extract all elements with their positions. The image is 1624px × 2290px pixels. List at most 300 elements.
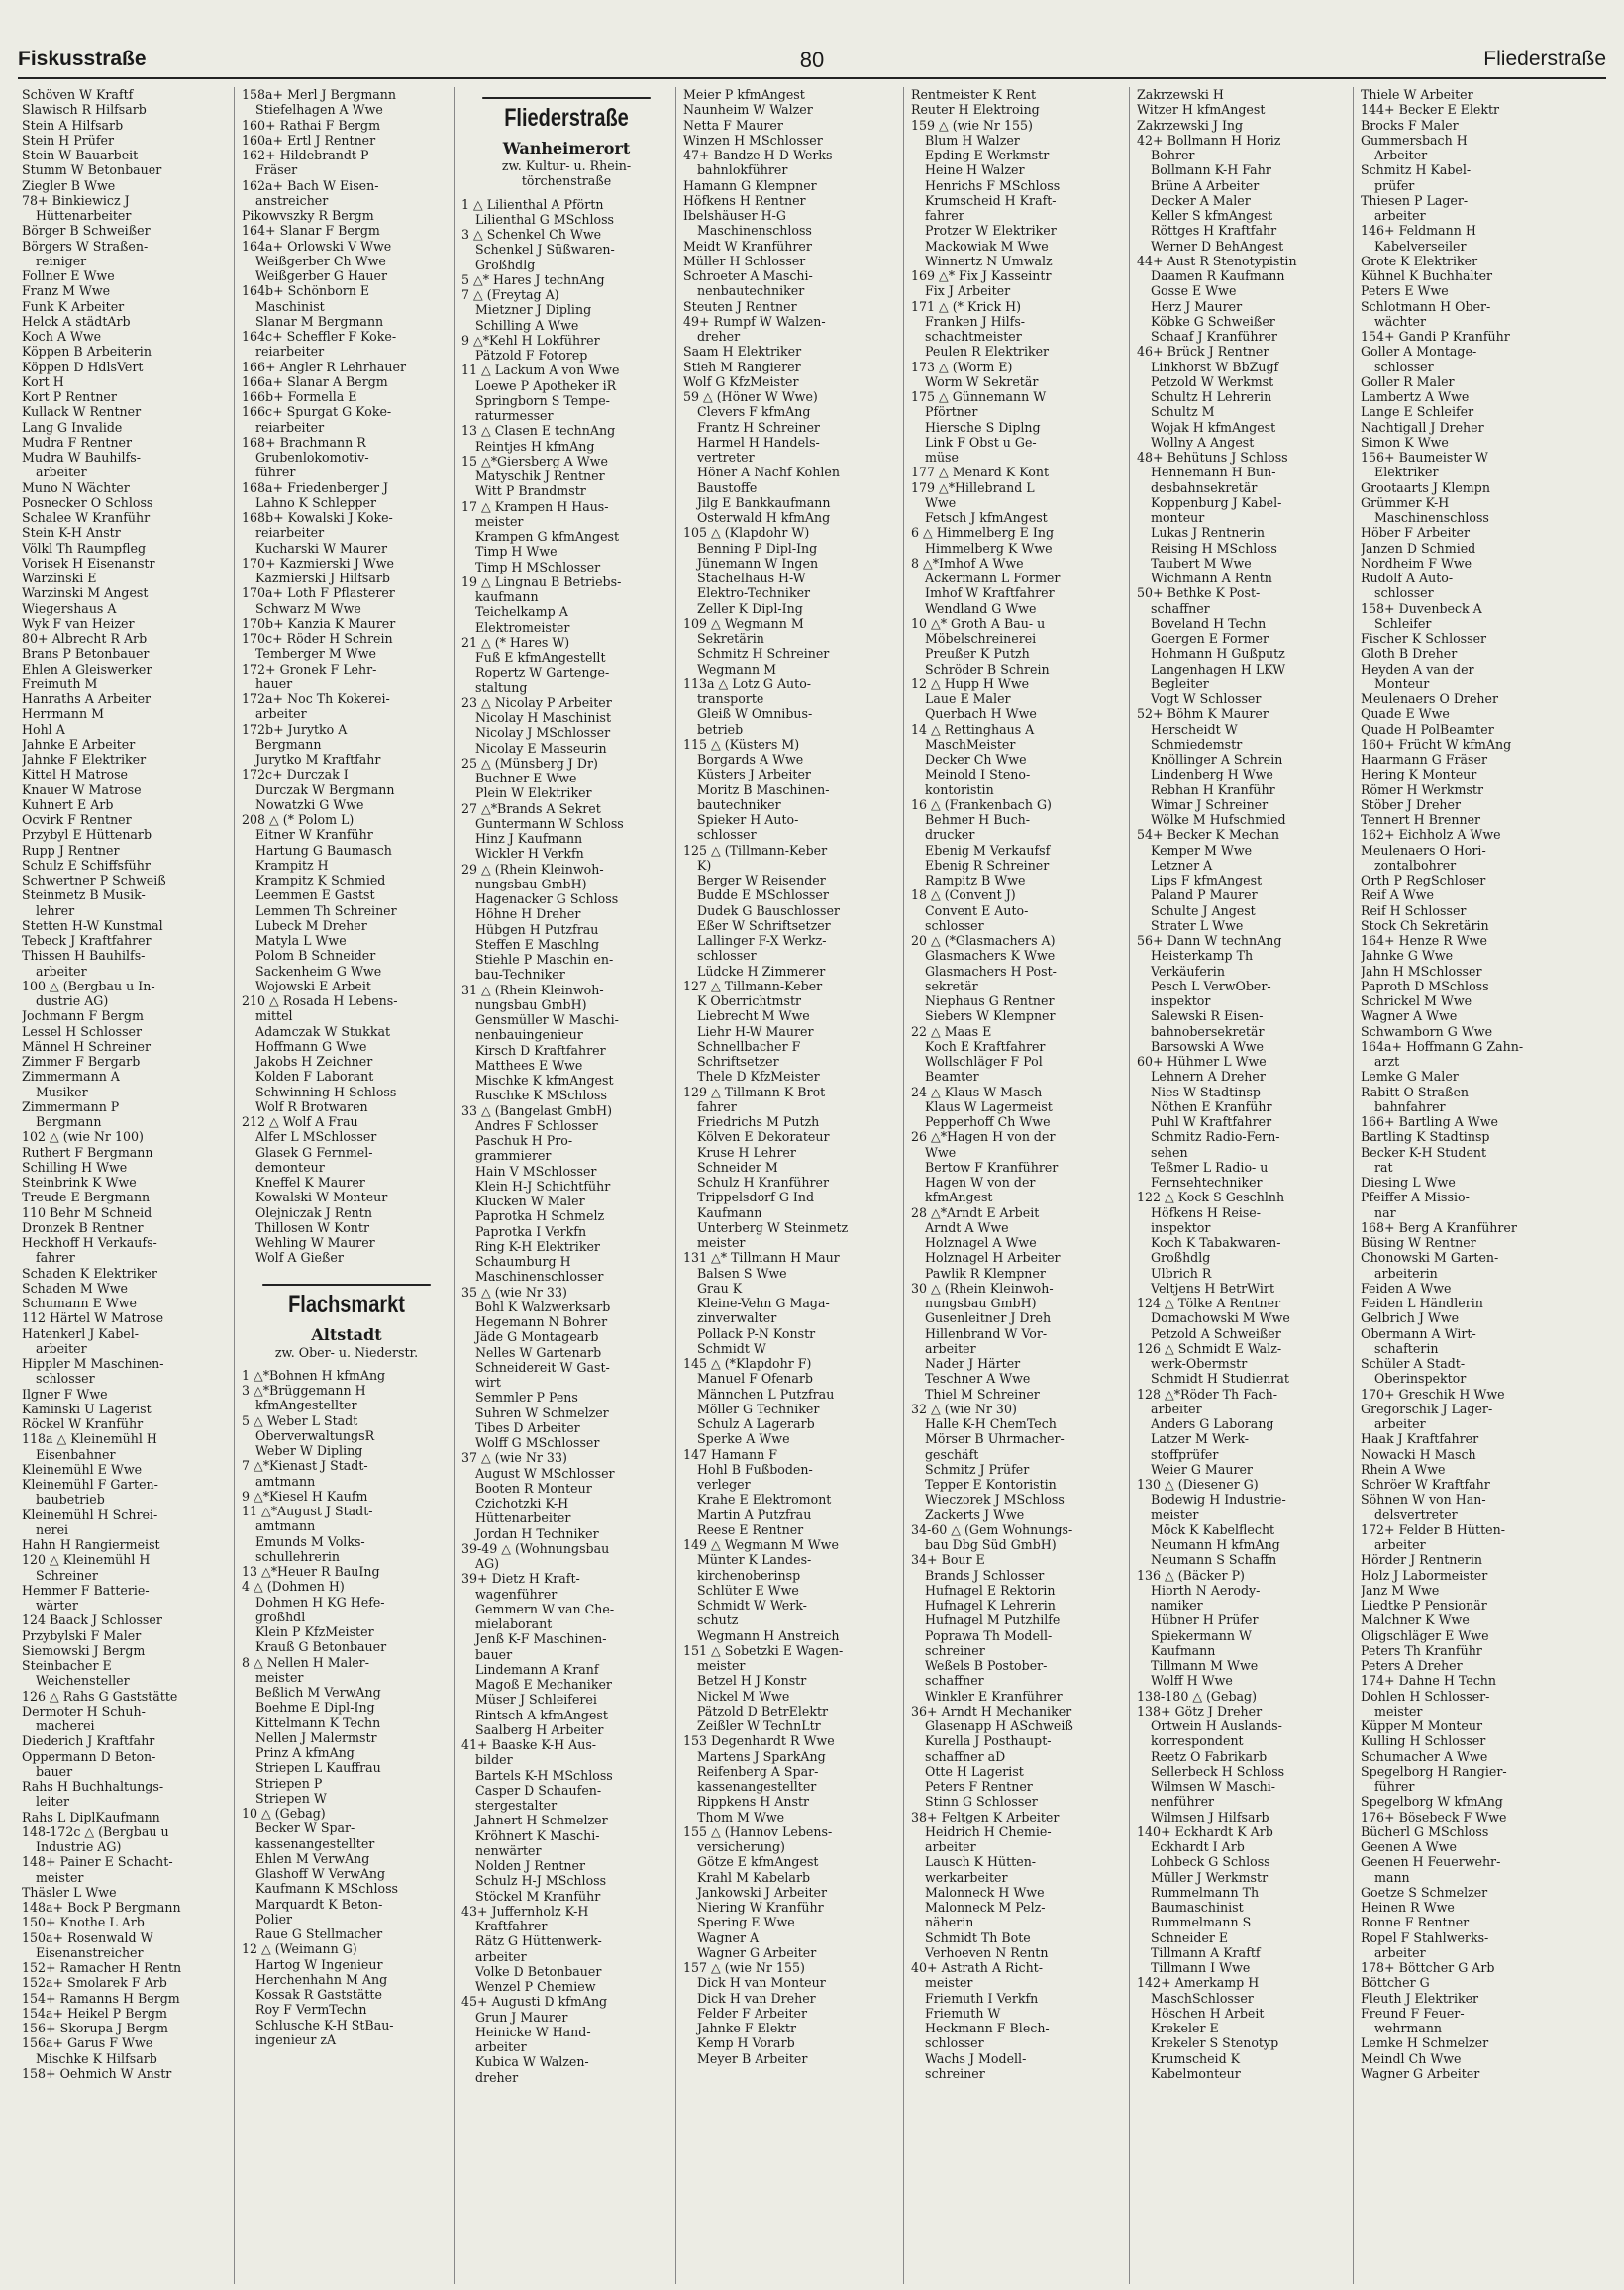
directory-entry-continuation: Lemmen Th Schreiner [255,902,397,918]
directory-entry-continuation: Martin A Putzfrau [697,1507,812,1522]
directory-entry-continuation: Musiker [36,1084,88,1099]
directory-entry-continuation: Trippelsdorf G Ind [697,1190,815,1205]
directory-entry-continuation: Borgards A Wwe [697,752,804,767]
directory-entry-continuation: Wagner A [697,1929,760,1945]
directory-entry-continuation: stoffprüfer [1151,1446,1219,1462]
directory-entry-continuation: Teßmer L Radio- u [1151,1159,1269,1175]
directory-entry: 24 △ Klaus W Masch [911,1084,1043,1099]
directory-entry-continuation: Temberger M Wwe [255,646,376,662]
directory-entry-continuation: Ebenig M Verkaufsf [925,842,1051,858]
directory-entry: 164+ Henze R Wwe [1361,933,1487,948]
directory-entry-continuation: Liehr H-W Maurer [697,1023,814,1039]
directory-entry-continuation: staltung [475,679,528,695]
directory-entry: Pfeiffer A Missio- [1361,1190,1470,1205]
directory-entry: 118a △ Kleinemühl H [22,1431,157,1447]
directory-entry: Zakrzewski J Ing [1137,117,1244,133]
directory-entry-continuation: werkarbeiter [925,1869,1008,1885]
directory-entry-continuation: schlosser [697,948,757,964]
directory-entry: 35 △ (wie Nr 33) [461,1284,567,1300]
directory-entry-continuation: Münter K Landes- [697,1552,812,1568]
directory-entry: 41+ Baaske K-H Aus- [461,1737,597,1752]
directory-entry: 28 △*Arndt E Arbeit [911,1204,1040,1220]
directory-entry-continuation: Otte H Lagerist [925,1763,1024,1779]
directory-entry-continuation: Krampen G kfmAngest [475,529,620,544]
directory-entry: 3 △ Schenkel Ch Wwe [461,227,602,242]
directory-entry-continuation: Reintjes H kfmAng [475,438,595,454]
directory-entry: 27 △*Brands A Sekret [461,800,601,816]
directory-entry: 1 △*Bohnen H kfmAng [242,1367,386,1383]
directory-entry: Reuter H Elektroing [911,102,1040,118]
directory-entry-continuation: Begleiter [1151,676,1209,691]
directory-entry-continuation: Bohrer [1151,148,1195,162]
directory-entry-continuation: Goergen E Former [1151,631,1269,646]
directory-entry-continuation: Schmitz J Prüfer [925,1461,1030,1477]
directory-entry-continuation: Hiorth N Aerody- [1151,1582,1261,1598]
directory-entry: Nowacki H Masch [1361,1446,1476,1462]
directory-entry: Stein H Prüfer [22,132,115,148]
directory-entry-continuation: Eckhardt I Arb [1151,1839,1245,1854]
directory-entry: Hahn H Rangiermeist [22,1537,160,1552]
column-divider [1353,87,1354,2284]
directory-entry-continuation: Großhdlg [475,257,536,272]
directory-entry-continuation: Kucharski W Maurer [255,540,388,556]
directory-entry: Malchner K Wwe [1361,1613,1470,1628]
directory-entry-continuation: Höschen H Arbeit [1151,2005,1265,2021]
directory-entry: 18 △ (Convent J) [911,887,1016,903]
directory-entry: Winzen H MSchlosser [683,132,823,148]
directory-entry: 155 △ (Hannov Lebens- [683,1823,833,1839]
directory-entry: Saam H Elektriker [683,344,802,360]
directory-entry-continuation: versicherung) [697,1839,785,1854]
directory-entry-continuation: Eisenanstreicher [36,1944,144,1960]
directory-entry-continuation: MaschSchlosser [1151,1990,1254,2006]
directory-entry-continuation: Czichotzki K-H [475,1496,569,1510]
directory-entry-continuation: leiter [36,1794,70,1810]
directory-entry: 34-60 △ (Gem Wohnungs- [911,1521,1073,1537]
directory-entry-continuation: Wickler H Verkfn [475,846,584,862]
directory-entry: 172a+ Noc Th Kokerei- [242,691,390,706]
directory-entry: 151 △ Sobetzki E Wagen- [683,1642,844,1658]
directory-entry: 33 △ (Bangelast GmbH) [461,1102,613,1118]
directory-entry-continuation: Hufnagel K Lehrerin [925,1598,1056,1613]
directory-entry-continuation: Hartog W Ingenieur [255,1956,383,1972]
directory-entry-continuation: Schmidt W [697,1340,766,1356]
directory-entry-continuation: Schulte J Angest [1151,902,1256,918]
directory-entry-continuation: Rätz G Hüttenwerk- [475,1933,602,1949]
directory-entry: Jahn H MSchlosser [1361,963,1482,979]
directory-entry: Männel H Schreiner [22,1038,151,1054]
directory-entry-continuation: Hiersche S Diplng [925,419,1041,435]
directory-entry: Kleinemühl E Wwe [22,1461,143,1477]
directory-entry-continuation: demonteur [255,1159,325,1175]
directory-entry: 105 △ (Klapdohr W) [683,525,810,541]
directory-entry: 13 △ Clasen E technAng [461,423,616,439]
directory-entry: 29 △ (Rhein Kleinwoh- [461,861,604,877]
directory-entry-continuation: Prinz A kfmAng [255,1745,355,1760]
directory-entry: 12 △ Hupp H Wwe [911,676,1030,691]
directory-entry-continuation: Suhren W Schmelzer [475,1405,609,1420]
directory-entry-continuation: reiniger [36,253,87,268]
directory-entry-continuation: inspektor [1151,1219,1211,1235]
directory-entry: 17 △ Krampen H Haus- [461,498,609,514]
directory-entry: 124 △ Tölke A Rentner [1137,1296,1281,1310]
directory-entry: 15 △*Giersberg A Wwe [461,453,608,468]
directory-entry: Stock Ch Sekretärin [1361,917,1489,933]
directory-entry: Heckhoff H Verkaufs- [22,1235,157,1250]
directory-column-2 [242,87,452,2284]
directory-entry-continuation: anstreicher [255,192,329,208]
directory-entry-continuation: Müser J Schleiferei [475,1692,597,1708]
directory-entry: Mudra W Bauhilfs- [22,450,141,465]
directory-entry-continuation: Kubica W Walzen- [475,2054,589,2070]
directory-entry-continuation: Bartels K-H MSchloss [475,1767,613,1783]
directory-entry-continuation: Krekeler E [1151,2021,1219,2035]
directory-entry: 144+ Becker E Elektr [1361,102,1500,118]
directory-entry: 156a+ Garus F Wwe [22,2035,153,2051]
directory-entry-continuation: Holznagel H Arbeiter [925,1250,1061,1266]
directory-entry-continuation: kirchenoberinsp [697,1567,801,1583]
directory-entry-continuation: bahnobersekretär [1151,1023,1265,1039]
directory-entry-continuation: reiarbeiter [255,525,325,541]
directory-entry-continuation: Rummelmann S [1151,1915,1252,1930]
directory-entry-continuation: Kölven E Dekorateur [697,1129,830,1145]
directory-entry-continuation: Lukas J Rentnerin [1151,525,1265,541]
directory-entry-continuation: Anders G Laborang [1151,1416,1274,1431]
directory-entry: Gummersbach H [1361,132,1468,148]
directory-entry-continuation: Kaufmann [1151,1642,1216,1658]
directory-entry: 23 △ Nicolay P Arbeiter [461,694,612,710]
directory-entry-continuation: Winkler E Kranführer [925,1688,1063,1704]
directory-entry-continuation: schreiner [925,2065,985,2081]
directory-entry: Chonowski M Garten- [1361,1250,1499,1266]
directory-entry-continuation: wirt [475,1375,501,1390]
directory-entry-continuation: Paprotka I Verkfn [475,1223,587,1239]
column-divider [454,87,455,2284]
directory-entry-continuation: Lips F kfmAngest [1151,873,1263,887]
directory-entry-continuation: schreiner [925,1642,985,1658]
directory-entry: Freimuth M [22,676,98,691]
directory-entry: Oppermann D Beton- [22,1748,156,1764]
directory-entry-continuation: Maschinist [255,298,325,314]
directory-entry: 39+ Dietz H Kraft- [461,1571,580,1587]
directory-entry: 156+ Skorupa J Bergm [22,2021,168,2035]
directory-entry-continuation: kfmAngestellter [255,1398,357,1413]
directory-entry: 170c+ Röder H Schrein [242,631,393,646]
directory-entry-continuation: vertreter [697,450,755,465]
directory-entry: Nordheim F Wwe [1361,555,1472,571]
directory-column-7 [1361,87,1571,2284]
directory-entry-continuation: Ring K-H Elektriker [475,1238,600,1254]
directory-entry-continuation: kassenangestellter [255,1835,375,1851]
directory-entry-continuation: amtmann [255,1473,316,1489]
directory-entry: Gloth B Dreher [1361,646,1458,662]
directory-entry-continuation: Wehling W Maurer [255,1235,375,1250]
directory-entry-continuation: inspektor [1151,993,1211,1008]
directory-entry: 158+ Oehmich W Anstr [22,2065,172,2081]
running-head-left: Fiskusstraße [18,48,147,70]
directory-entry: 166c+ Spurgat G Koke- [242,404,392,420]
directory-entry-continuation: Adamczak W Stukkat [255,1023,391,1039]
running-head-right: Fliederstraße [1483,48,1606,70]
directory-entry: Bücherl G MSchloss [1361,1823,1489,1839]
directory-entry: 177 △ Menard K Kont [911,465,1050,480]
directory-entry: 115 △ (Küsters M) [683,736,800,752]
directory-entry: 11 △*August J Stadt- [242,1504,373,1518]
directory-entry-continuation: arbeiter [925,1340,976,1356]
directory-entry: Posnecker O Schloss [22,494,153,510]
directory-entry-continuation: meister [255,1669,304,1685]
directory-entry-continuation: Schultz H Lehrerin [1151,389,1272,404]
directory-entry-continuation: bauer [36,1763,73,1779]
directory-entry-continuation: Wojak H kfmAngest [1151,419,1276,435]
directory-entry: Hohl A [22,721,65,737]
directory-entry: 170b+ Kanzia K Maurer [242,615,396,631]
directory-entry-continuation: wärter [36,1598,78,1613]
directory-entry: Schröer W Kraftfahr [1361,1477,1490,1492]
directory-entry-continuation: Liebrecht M Wwe [697,1008,810,1024]
directory-entry-continuation: Friemuth W [925,2005,1001,2021]
directory-entry-continuation: werk-Obermstr [1151,1356,1248,1371]
directory-entry-continuation: Hagenacker G Schloss [475,891,619,906]
directory-entry: Schalee W Kranführ [22,510,151,525]
district-heading: Wanheimerort [502,139,631,157]
directory-entry-continuation: Wenzel P Chemiew [475,1979,596,1994]
directory-entry: Simon K Wwe [1361,434,1449,450]
directory-entry-continuation: schutz [697,1613,739,1628]
directory-entry-continuation: Höner A Nachf Kohlen [697,465,840,480]
directory-entry-continuation: Stiehle P Maschin en- [475,952,614,967]
directory-entry: Reif H Schlosser [1361,902,1467,918]
directory-entry-continuation: kfmAngest [925,1190,993,1205]
directory-entry: 150+ Knothe L Arb [22,1915,145,1930]
directory-entry-continuation: Industrie AG) [36,1839,122,1854]
directory-entry: Tebeck J Kraftfahrer [22,933,152,948]
directory-entry: Quade H PolBeamter [1361,721,1494,737]
directory-entry-continuation: Ulbrich R [1151,1265,1212,1281]
directory-entry-continuation: Wölke M Hufschmied [1151,812,1286,827]
directory-entry-continuation: Neumann H kfmAng [1151,1537,1280,1552]
directory-entry: Meier P kfmAngest [683,87,805,102]
directory-entry-continuation: fahrer [36,1250,75,1266]
directory-entry: Hippler M Maschinen- [22,1356,164,1371]
directory-entry-continuation: stergestalter [475,1798,558,1813]
directory-entry-continuation: Möller G Techniker [697,1401,820,1416]
directory-entry-continuation: dreher [475,2069,519,2085]
directory-entry: 164c+ Scheffler F Koke- [242,329,397,344]
directory-entry: 32 △ (wie Nr 30) [911,1401,1017,1416]
directory-entry-continuation: Weßels B Postober- [925,1658,1048,1673]
directory-entry-continuation: Krekeler S Stenotyp [1151,2035,1279,2051]
directory-entry-continuation: bauer [475,1646,513,1662]
directory-entry-continuation: Hain V MSchlosser [475,1163,597,1179]
directory-entry-continuation: Wimar J Schreiner [1151,796,1269,812]
directory-entry-continuation: Vogt W Schlosser [1151,691,1262,706]
directory-entry-continuation: Salewski R Eisen- [1151,1008,1264,1024]
directory-entry-continuation: müse [925,450,959,465]
directory-entry: 46+ Brück J Rentner [1137,344,1269,360]
directory-entry: Rabitt O Straßen- [1361,1084,1473,1099]
directory-entry-continuation: raturmesser [475,408,554,423]
directory-entry: Kort H [22,373,64,389]
directory-entry-continuation: Wegmann H Anstreich [697,1627,840,1643]
directory-entry-continuation: Himmelberg K Wwe [925,540,1053,556]
directory-entry-continuation: Kaufmann [697,1204,762,1220]
directory-entry: Netta F Maurer [683,117,783,133]
directory-entry-continuation: Kruse H Lehrer [697,1144,796,1160]
directory-entry-continuation: Paland P Maurer [1151,887,1258,903]
directory-entry: Paproth D MSchloss [1361,978,1489,993]
directory-entry-continuation: Krumscheid K [1151,2050,1241,2066]
directory-entry-continuation: Lallinger F-X Werkz- [697,933,827,948]
directory-entry: Grootaarts J Klempn [1361,479,1490,495]
directory-entry-continuation: Andres F Schlosser [475,1117,598,1133]
directory-entry: 109 △ Wegmann M [683,615,804,631]
directory-entry: 149 △ Wegmann M Wwe [683,1537,839,1552]
directory-entry-continuation: Eitner W Kranführ [255,827,373,843]
directory-entry-continuation: Mörser B Uhrmacher- [925,1431,1065,1447]
directory-entry: Diederich J Kraftfahr [22,1733,155,1749]
directory-entry-continuation: rat [1374,1159,1393,1175]
directory-entry-continuation: wächter [1374,313,1426,329]
directory-entry-continuation: Decker A Maler [1151,192,1251,208]
directory-entry-continuation: Tibes D Arbeiter [475,1419,580,1435]
directory-entry-continuation: Reese E Rentner [697,1521,804,1537]
directory-entry: 1 △ Lilienthal A Pförtn [461,196,604,212]
directory-entry-continuation: Wachs J Modell- [925,2050,1027,2066]
column-divider [1129,87,1130,2284]
directory-entry: Meulenaers O Dreher [1361,691,1498,706]
directory-entry-continuation: Wolf R Brotwaren [255,1098,368,1114]
directory-entry-continuation: Krauß G Betonbauer [255,1639,387,1655]
directory-entry: 172b+ Jurytko A [242,721,348,737]
directory-entry-continuation: Raue G Stellmacher [255,1926,383,1941]
directory-entry-continuation: Schilling A Wwe [475,317,579,333]
directory-entry: Geenen H Feuerwehr- [1361,1854,1501,1870]
directory-entry-continuation: Grubenlokomotiv- [255,450,369,465]
directory-entry-continuation: Kemp H Vorarb [697,2035,795,2051]
directory-entry-continuation: Harmel H Handels- [697,434,820,450]
directory-entry: Goller R Maler [1361,373,1455,389]
directory-entry: Lang G Invalide [22,419,123,435]
directory-entry-continuation: Sackenheim G Wwe [255,963,382,979]
directory-entry-continuation: Hinz J Kaufmann [475,831,583,846]
directory-entry: Peters E Wwe [1361,283,1449,299]
directory-entry: 48+ Behütuns J Schloss [1137,450,1288,465]
directory-entry: 78+ Binkiewicz J [22,192,130,208]
directory-entry: Slawisch R Hilfsarb [22,102,147,118]
directory-entry-continuation: Kowalski W Monteur [255,1190,388,1205]
directory-entry: Freund F Feuer- [1361,2005,1465,2021]
directory-entry: 9 △*Kiesel H Kaufm [242,1488,368,1504]
street-range-note: zw. Ober- u. Niederstr. [274,1344,419,1360]
directory-entry-continuation: Schneider M [697,1159,778,1175]
directory-entry-continuation: Magoß E Mechaniker [475,1677,612,1692]
directory-entry: Janz M Wwe [1361,1582,1440,1598]
directory-entry-continuation: arbeiter [36,1340,87,1356]
directory-entry-continuation: Nelles W Gartenarb [475,1344,602,1360]
directory-entry-continuation: Petzold A Schweißer [1151,1325,1281,1341]
directory-entry: 166a+ Slanar A Bergm [242,373,388,389]
directory-entry-continuation: K Oberrichtmstr [697,993,802,1008]
directory-entry-continuation: meister [1374,1703,1423,1718]
directory-entry: 208 △ (* Polom L) [242,812,355,827]
directory-entry-continuation: Thele D KfzMeister [697,1069,820,1085]
directory-entry: 166b+ Formella E [242,389,357,404]
directory-entry: Kittel H Matrose [22,767,129,782]
directory-entry-continuation: Stiefelhagen A Wwe [255,102,383,118]
directory-entry-continuation: Lahno K Schlepper [255,494,376,510]
directory-entry-continuation: Schröder B Schrein [925,661,1050,677]
directory-entry: Jahnke G Wwe [1361,948,1454,964]
header-rule [18,77,1606,79]
page-header [18,44,1606,79]
directory-entry: Büsing W Rentner [1361,1235,1476,1250]
directory-column-3 [461,87,671,2284]
directory-entry: Heyden A van der [1361,661,1474,677]
directory-entry-continuation: Buchner E Wwe [475,771,577,785]
directory-entry: Follner E Wwe [22,268,115,283]
directory-entry-continuation: Matyla L Wwe [255,933,347,948]
directory-entry: 22 △ Maas E [911,1023,992,1039]
directory-entry: Orth P RegSchloser [1361,873,1486,887]
directory-entry-continuation: Lindenberg H Wwe [1151,767,1273,782]
directory-entry-continuation: Schulz A Lagerarb [697,1416,815,1431]
directory-entry-continuation: Teschner A Wwe [925,1371,1031,1387]
directory-entry: Knauer W Matrose [22,781,142,797]
directory-entry-continuation: schlosser [1374,359,1434,374]
directory-entry: 146+ Feldmann H [1361,223,1476,239]
directory-entry: Köppen D HdlsVert [22,359,144,374]
directory-entry: Rhein A Wwe [1361,1461,1446,1477]
directory-entry-continuation: Niephaus G Rentner [925,993,1055,1008]
directory-column-4 [683,87,893,2284]
directory-entry: Peters A Dreher [1361,1658,1463,1673]
directory-entry-continuation: Peters F Rentner [925,1779,1033,1794]
directory-entry-continuation: Petzold W Werkmst [1151,373,1274,389]
directory-entry-continuation: Koch K Tabakwaren- [1151,1235,1281,1250]
directory-entry: Nachtigall J Dreher [1361,419,1484,435]
directory-entry-continuation: Bodewig H Industrie- [1151,1492,1286,1508]
directory-entry: Schumann E Wwe [22,1296,137,1310]
directory-entry-continuation: Alfer L MSchlosser [255,1129,377,1145]
directory-entry: Quade E Wwe [1361,706,1450,722]
directory-entry-continuation: Siebers W Klempner [925,1008,1056,1024]
directory-entry-continuation: Wolf A Gießer [255,1250,344,1266]
directory-entry: 178+ Böttcher G Arb [1361,1960,1495,1975]
directory-entry-continuation: Manuel F Ofenarb [697,1371,813,1387]
directory-entry: Zakrzewski H [1137,87,1224,102]
directory-entry-continuation: Schaumburg H [475,1254,571,1269]
directory-entry: 120 △ Kleinemühl H [22,1552,151,1568]
directory-entry: Wagner A Wwe [1361,1008,1458,1024]
directory-entry-continuation: Verhoeven N Rentn [925,1944,1049,1960]
directory-entry: Hanraths A Arbeiter [22,691,152,706]
directory-entry: 179 △*Hillebrand L [911,479,1035,495]
directory-entry-continuation: Puhl W Kraftfahrer [1151,1114,1272,1129]
directory-entry: 152+ Ramacher H Rentn [22,1960,182,1975]
directory-entry: Römer H Werkmstr [1361,781,1483,797]
directory-entry: 158+ Duvenbeck A [1361,600,1482,616]
directory-entry: 45+ Augusti D kfmAng [461,1994,608,2010]
directory-entry: Spegelborg W kfmAng [1361,1794,1503,1810]
directory-entry-continuation: Glashoff W VerwAng [255,1866,386,1881]
directory-entry-continuation: Durczak W Bergmann [255,781,395,797]
directory-entry: Dronzek B Rentner [22,1219,144,1235]
directory-entry-continuation: Winnertz N Umwalz [925,253,1053,268]
directory-entry: Hatenkerl J Kabel- [22,1325,140,1341]
directory-entry-continuation: Verkäuferin [1151,963,1225,979]
directory-entry-continuation: Stöckel M Kranführ [475,1888,601,1904]
